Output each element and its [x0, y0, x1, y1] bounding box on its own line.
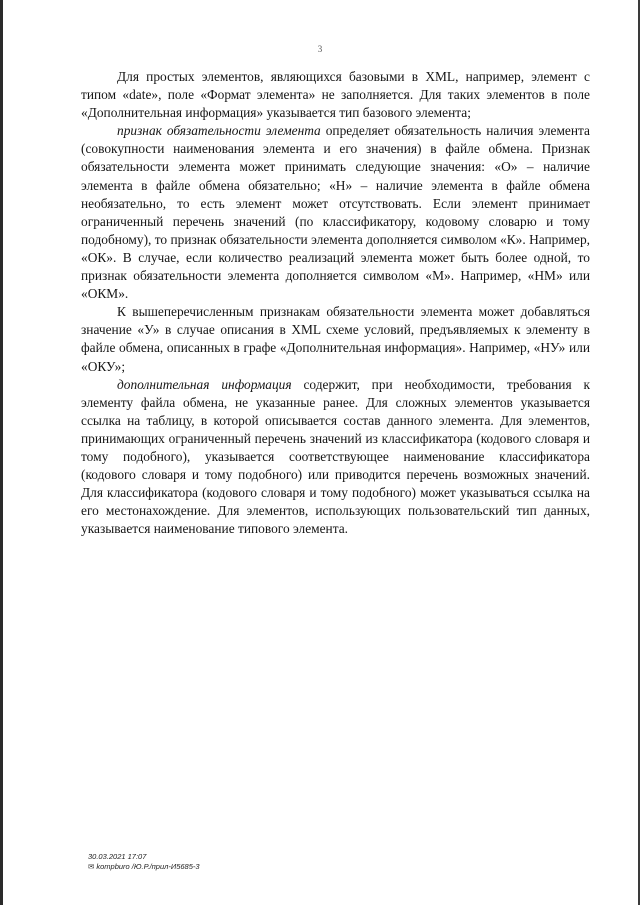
paragraph-additional-info	[81, 376, 590, 539]
body-text	[81, 68, 590, 538]
page-number: 3	[317, 44, 323, 54]
term-mandatory-sign: признак обязательности элемента	[117, 123, 321, 139]
footer-stamp-text: kompburo /Ю.Р./прил-И5685-3	[96, 862, 200, 871]
paragraph-simple-elements: Для простых элементов, являющихся базовыми в XML, например, элемент с типом «date», поле «Формат элемента» не заполняется. Для таких элементов в поле «Дополнительная информация» указывается тип базового элемента;	[81, 69, 590, 121]
term-additional-info: дополнительная информация	[117, 376, 292, 392]
footer-stamp	[88, 862, 200, 872]
paragraph-mandatory-sign	[81, 122, 590, 303]
text-mandatory-sign: определяет обязательность наличия элемента (совокупности наименования элемента и его значения) в файле обмена. Признак обязательности элемента может принимать следующие значения: «О» – наличие элемента в файле обмена обязательно; «Н» – наличие элемента в файле обмена необязательно, то есть элемент может отсутствовать. Если элемент принимает ограниченный перечень значений (по классификатору, кодовому словарю и тому подобному), то признак обязательности элемента дополняется символом «К». Например, «ОК». В случае, если количество реализаций элемента может быть более одной, то признак обязательности элемента дополняется символом «М». Например, «НМ» или «ОКМ».	[81, 123, 590, 302]
envelope-icon: ✉	[88, 862, 97, 871]
scan-edge-left	[0, 0, 3, 905]
paragraph-condition-value: К вышеперечисленным признакам обязательности элемента может добавляться значение «У» в случае описания в XML схеме условий, предъявляемых к элементу в файле обмена, описанных в графе «Дополнительная информация». Например, «НУ» или «ОКУ»;	[81, 304, 590, 374]
footer-date: 30.03.2021 17:07	[88, 852, 147, 861]
text-additional-info: содержит, при необходимости, требования к элементу файла обмена, не указанные ранее. Для сложных элементов указывается ссылка на таблицу, в которой описывается состав данного элемента. Для элементов, принимающих ограниченный перечень значений из классификатора (кодового словаря и тому подобного), указывается соответствующее наименование классификатора (кодового словаря и тому подобного) или приводится перечень возможных значений. Для классификатора (кодового словаря и тому подобного) может указываться ссылка на его местонахождение. Для элементов, использующих пользовательский тип данных, указывается наименование типового элемента.	[81, 376, 590, 537]
document-footer	[88, 852, 200, 872]
